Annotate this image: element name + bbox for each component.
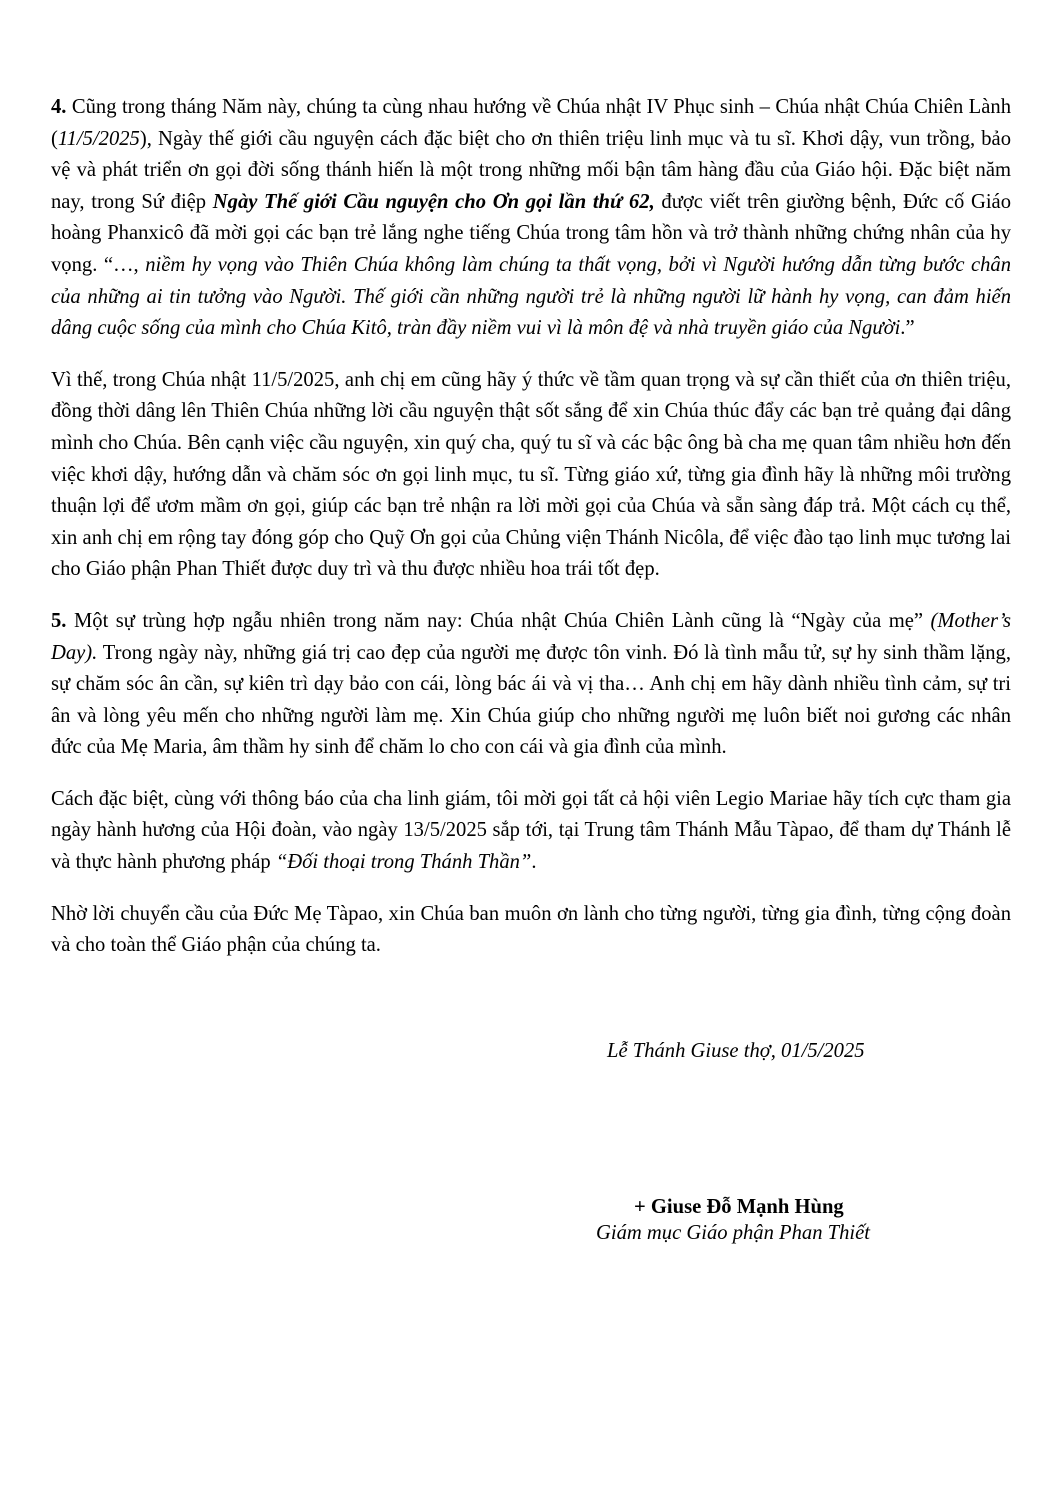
paragraph-vocation-appeal: Vì thế, trong Chúa nhật 11/5/2025, anh chị em cũng hãy ý thức về tầm quan trọng và sự cần thiết của ơn thiên triệu, đồng thời dâng lên Thiên Chúa những lời cầu nguyện thật sốt sắng để xin Chúa thúc đẩy các bạn trẻ quảng đại dâng mình cho Chúa. Bên cạnh việc cầu nguyện, xin quý cha, quý tu sĩ và các bậc ông bà cha mẹ quan tâm nhiều hơn đến việc khơi dậy, hướng dẫn và chăm sóc ơn gọi linh mục, tu sĩ. Từng giáo xứ, từng gia đình hãy là những môi trường thuận lợi để ươm mầm ơn gọi, giúp các bạn trẻ nhận ra lời mời gọi của Chúa và sẵn sàng đáp trả. Một cách cụ thể, xin anh chị em rộng tay đóng góp cho Quỹ Ơn gọi của Chủng viện Thánh Nicôla, để việc đào tạo linh mục tương lai cho Giáo phận Phan Thiết được duy trì và thu được nhiều hoa trái tốt đẹp. — [51, 368, 1011, 581]
section-4-message-title: Ngày Thế giới Cầu nguyện cho Ơn gọi lần thứ 62, — [212, 190, 655, 213]
section-5-mothers-day: (Mother’s Day). — [51, 609, 1011, 664]
pilgrimage-method: “Đối thoại trong Thánh Thần” — [275, 851, 532, 874]
closing-date: Lễ Thánh Giuse thợ, 01/5/2025 — [607, 1040, 865, 1062]
paragraph-pilgrimage — [51, 784, 1011, 879]
signer-name: + Giuse Đỗ Mạnh Hùng — [634, 1196, 844, 1218]
section-5-text-1: Một sự trùng hợp ngẫu nhiên trong năm nay: Chúa nhật Chúa Chiên Lành cũng là “Ngày của mẹ” — [66, 609, 931, 632]
pilgrimage-text-end: . — [531, 851, 537, 874]
section-4-number: 4. — [51, 96, 67, 118]
section-5-number: 5. — [51, 609, 67, 632]
paragraph-section-4 — [51, 92, 1011, 345]
section-4-quote-end: .” — [900, 317, 915, 340]
paragraph-section-5 — [51, 606, 1011, 764]
section-4-text-2: ), Ngày thế giới cầu nguyện cách đặc biệt cho ơn thiên triệu linh mục và tu sĩ. Khơi dậy, vun trồng, bảo vệ và phát triển ơn gọi đời sống thánh hiến là một trong những mối bận tâm hàng đầu của Giáo hội. Đặc biệt năm nay, trong Sứ điệp — [51, 127, 1011, 213]
section-4-date: 11/5/2025 — [57, 127, 140, 150]
section-4-text-1: Cũng trong tháng Năm này, chúng ta cùng nhau hướng về Chúa nhật IV Phục sinh – Chúa nhật Chúa Chiên Lành ( — [51, 96, 1011, 150]
signer-title: Giám mục Giáo phận Phan Thiết — [596, 1222, 870, 1244]
section-5-text-2: Trong ngày này, những giá trị cao đẹp của người mẹ được tôn vinh. Đó là tình mẫu tử, sự hy sinh thầm lặng, sự chăm sóc ân cần, sự kiên trì dạy bảo con cái, lòng bác ái và vị tha… Anh chị em hãy dành nhiều tình cảm, sự tri ân và lòng yêu mến cho những người làm mẹ. Xin Chúa giúp cho những người mẹ luôn biết noi gương các nhân đức của Mẹ Maria, âm thầm hy sinh để chăm lo cho con cái và gia đình của mình. — [51, 641, 1011, 759]
section-4-text-3: được viết trên giường bệnh, Đức cố Giáo hoàng Phanxicô đã mời gọi các bạn trẻ lắng nghe tiếng Chúa trong tâm hồn và trở thành những chứng nhân của hy vọng. “…, — [51, 190, 1011, 276]
section-4-quote: niềm hy vọng vào Thiên Chúa không làm chúng ta thất vọng, bởi vì Người hướng dẫn từng bước chân của những ai tin tưởng vào Người. Thế giới cần những người trẻ là những người lữ hành hy vọng, can đảm hiến dâng cuộc sống của mình cho Chúa Kitô, tràn đầy niềm vui vì là môn đệ và nhà truyền giáo của Người — [51, 253, 1011, 340]
paragraph-blessing: Nhờ lời chuyển cầu của Đức Mẹ Tàpao, xin Chúa ban muôn ơn lành cho từng người, từng gia đình, từng cộng đoàn và cho toàn thể Giáo phận của chúng ta. — [51, 902, 1011, 957]
pilgrimage-text-1: Cách đặc biệt, cùng với thông báo của cha linh giám, tôi mời gọi tất cả hội viên Legio Mariae hãy tích cực tham gia ngày hành hương của Hội đoàn, vào ngày 13/5/2025 sắp tới, tại Trung tâm Thánh Mẫu Tàpao, để tham dự Thánh lễ và thực hành phương pháp — [51, 787, 1011, 874]
letter-body — [51, 92, 1011, 982]
